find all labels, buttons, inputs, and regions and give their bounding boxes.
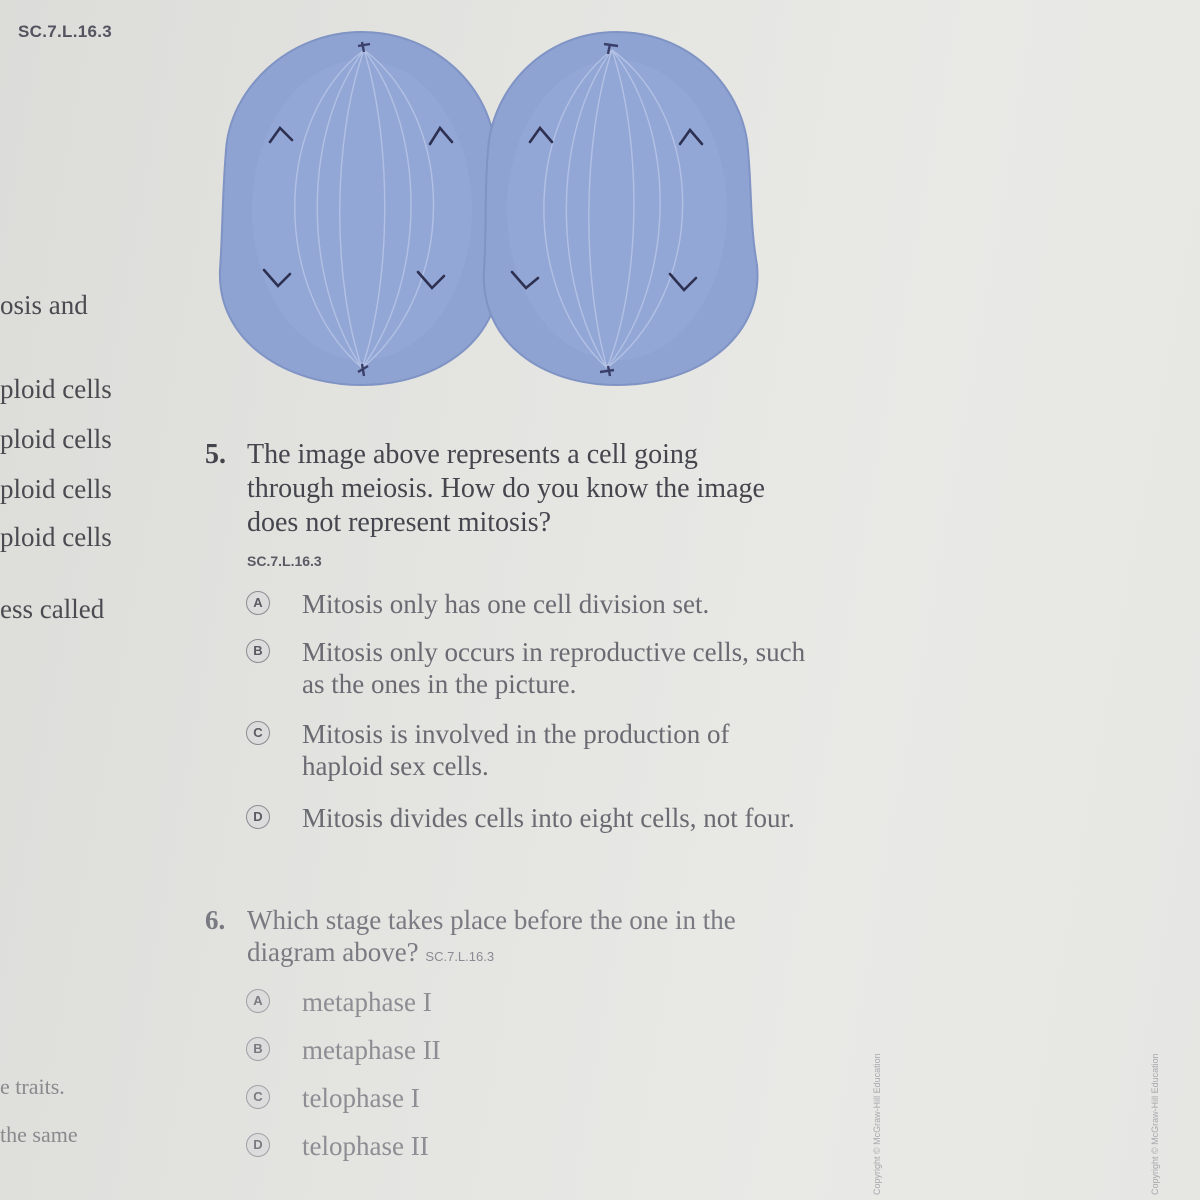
option-text: Mitosis only has one cell division set. [302, 589, 710, 619]
option-text: telophase II [302, 1131, 429, 1161]
option-bubble[interactable]: B [246, 639, 270, 663]
question-number: 5. [205, 439, 226, 470]
option-bubble[interactable]: B [246, 1037, 270, 1061]
option-bubble[interactable]: C [246, 1085, 270, 1109]
option-bubble[interactable]: D [246, 805, 270, 829]
option-text: metaphase I [302, 987, 432, 1017]
option-bubble[interactable]: C [246, 721, 270, 745]
left-fragment-4: ploid cells [0, 474, 112, 504]
option-text: telophase I [302, 1083, 420, 1113]
question-number: 6. [205, 905, 226, 935]
left-fragment-6: ess called [0, 594, 105, 624]
q6-option-a[interactable] [246, 986, 806, 1018]
left-fragment-8: the same [0, 1122, 78, 1147]
copyright-credit: Copyright © McGraw-Hill Education [1150, 1053, 1160, 1195]
q5-option-d[interactable] [246, 802, 806, 834]
question-text-wrap [247, 904, 785, 973]
left-fragment-3: ploid cells [0, 424, 112, 454]
question-standard: SC.7.L.16.3 [425, 949, 495, 964]
q5-option-c[interactable] [246, 718, 806, 782]
q5-option-b[interactable] [246, 636, 806, 700]
option-text: Mitosis only occurs in reproductive cells, such as the ones in the picture. [302, 637, 806, 699]
left-fragment-5: ploid cells [0, 522, 112, 552]
copyright-credit: Copyright © McGraw-Hill Education [872, 1053, 882, 1195]
question-standard: SC.7.L.16.3 [247, 553, 322, 569]
option-text: Mitosis divides cells into eight cells, not four. [302, 803, 795, 833]
option-text: Mitosis is involved in the production of haploid sex cells. [302, 719, 730, 781]
question-6 [205, 904, 785, 973]
left-fragment-1: osis and [0, 290, 88, 320]
q6-option-b[interactable] [246, 1034, 806, 1066]
meiosis-diagram [212, 20, 768, 400]
option-text: metaphase II [302, 1035, 441, 1065]
question-text: The image above represents a cell going through meiosis. How do you know the image does not represent mitosis? [247, 439, 765, 538]
standard-code: SC.7.L.16.3 [18, 22, 113, 41]
question-5 [205, 438, 785, 578]
q5-option-a[interactable] [246, 588, 806, 620]
option-bubble[interactable]: A [246, 989, 270, 1013]
left-fragment-7: e traits. [0, 1074, 65, 1099]
left-fragment-2: ploid cells [0, 374, 112, 404]
question-text: Which stage takes place before the one in the diagram above? [247, 905, 736, 967]
option-bubble[interactable]: A [246, 591, 270, 615]
q6-option-d[interactable] [246, 1130, 806, 1162]
option-bubble[interactable]: D [246, 1133, 270, 1157]
q6-option-c[interactable] [246, 1082, 806, 1114]
